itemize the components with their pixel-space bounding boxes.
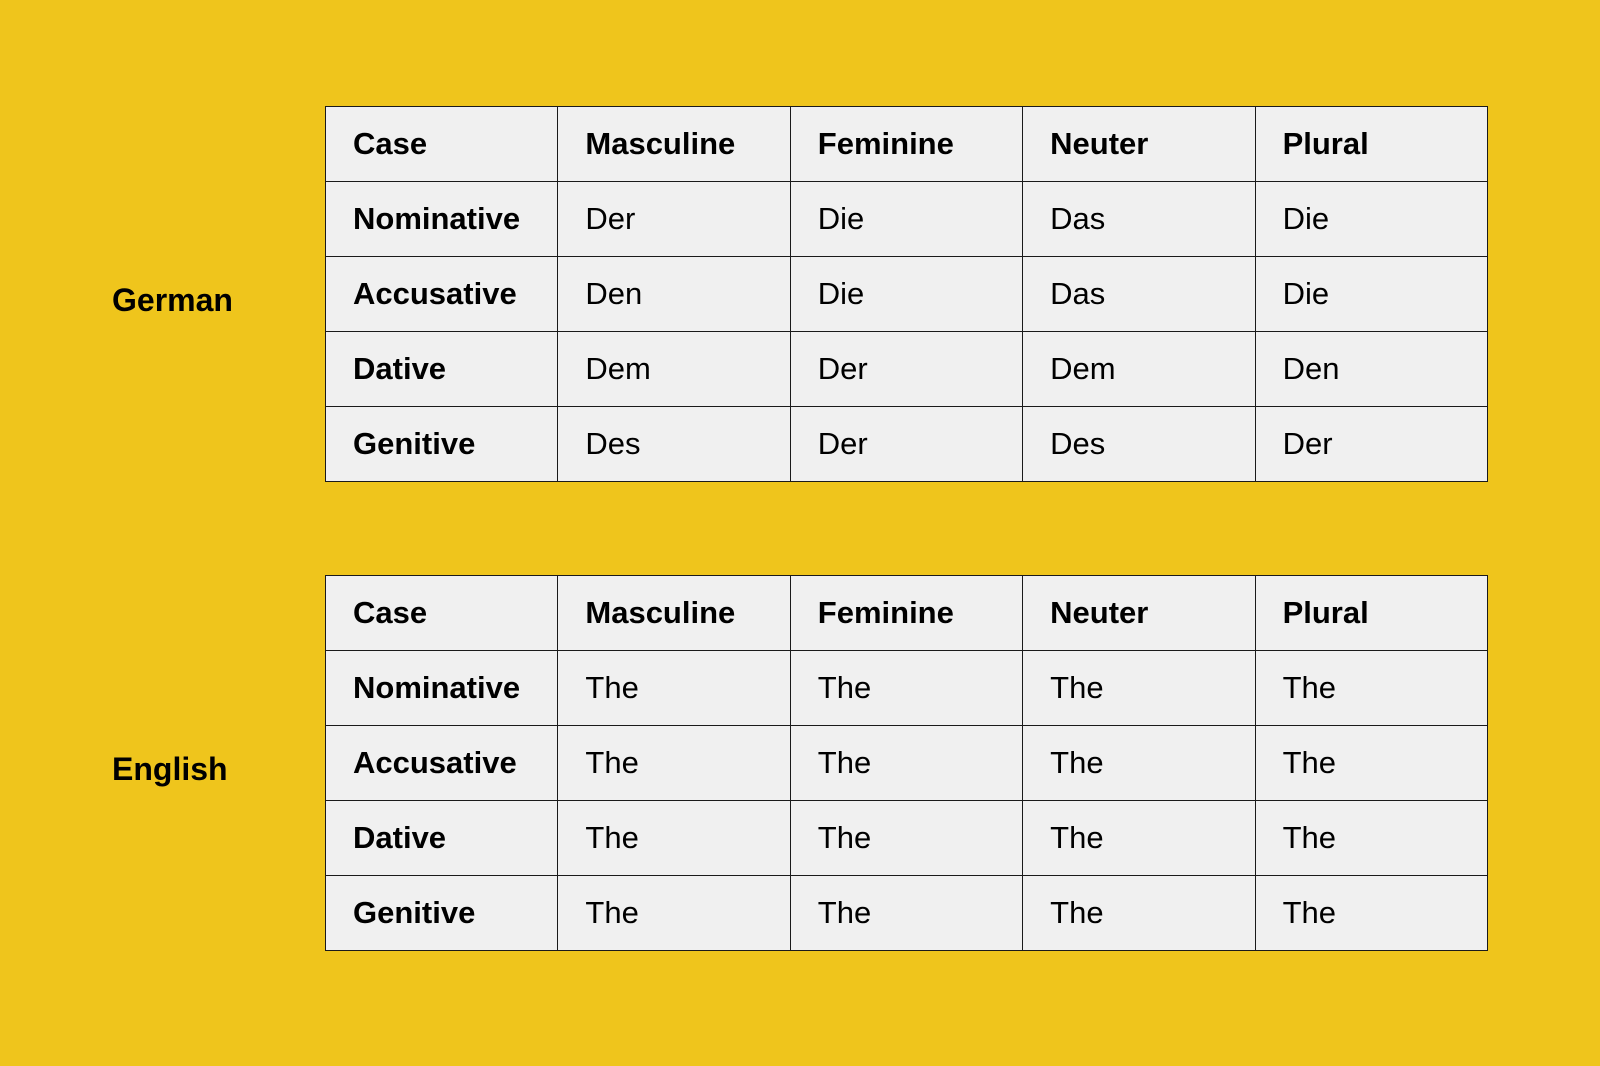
article-cell: Den <box>558 257 790 332</box>
header-feminine: Feminine <box>790 576 1022 651</box>
article-cell: The <box>790 801 1022 876</box>
article-cell: The <box>1023 651 1255 726</box>
article-cell: Dem <box>558 332 790 407</box>
case-name-cell: Nominative <box>326 651 558 726</box>
article-cell: Der <box>790 332 1022 407</box>
article-cell: The <box>558 726 790 801</box>
table-row <box>326 651 1488 726</box>
case-name-cell: Nominative <box>326 182 558 257</box>
article-cell: Des <box>558 407 790 482</box>
table-row <box>326 407 1488 482</box>
english-label: English <box>112 751 228 787</box>
article-cell: The <box>1255 876 1487 951</box>
german-label: German <box>112 282 233 318</box>
article-cell: Der <box>1255 407 1487 482</box>
article-cell: The <box>1255 726 1487 801</box>
header-plural: Plural <box>1255 107 1487 182</box>
table-row <box>326 801 1488 876</box>
header-neuter: Neuter <box>1023 107 1255 182</box>
article-cell: The <box>1023 876 1255 951</box>
header-case: Case <box>326 107 558 182</box>
english-articles-table <box>325 575 1488 951</box>
article-cell: The <box>790 876 1022 951</box>
table-row <box>326 726 1488 801</box>
case-name-cell: Accusative <box>326 726 558 801</box>
header-masculine: Masculine <box>558 576 790 651</box>
article-cell: Den <box>1255 332 1487 407</box>
german-articles-table <box>325 106 1488 482</box>
article-cell: The <box>1255 651 1487 726</box>
table-row <box>326 182 1488 257</box>
article-cell: The <box>790 651 1022 726</box>
article-cell: The <box>558 651 790 726</box>
header-case: Case <box>326 576 558 651</box>
article-cell: The <box>1023 726 1255 801</box>
article-cell: Das <box>1023 182 1255 257</box>
article-cell: Die <box>790 257 1022 332</box>
article-cell: Dem <box>1023 332 1255 407</box>
article-cell: The <box>1255 801 1487 876</box>
case-name-cell: Genitive <box>326 876 558 951</box>
table-row <box>326 332 1488 407</box>
case-name-cell: Dative <box>326 332 558 407</box>
table-header-row <box>326 576 1488 651</box>
case-name-cell: Dative <box>326 801 558 876</box>
article-cell: Des <box>1023 407 1255 482</box>
table-row <box>326 257 1488 332</box>
header-neuter: Neuter <box>1023 576 1255 651</box>
header-masculine: Masculine <box>558 107 790 182</box>
article-cell: Die <box>1255 182 1487 257</box>
article-cell: Der <box>558 182 790 257</box>
article-cell: Das <box>1023 257 1255 332</box>
article-cell: Die <box>790 182 1022 257</box>
case-name-cell: Accusative <box>326 257 558 332</box>
table-header-row <box>326 107 1488 182</box>
article-cell: Der <box>790 407 1022 482</box>
article-cell: The <box>558 801 790 876</box>
article-cell: The <box>1023 801 1255 876</box>
article-cell: Die <box>1255 257 1487 332</box>
article-cell: The <box>790 726 1022 801</box>
table-row <box>326 876 1488 951</box>
header-plural: Plural <box>1255 576 1487 651</box>
article-cell: The <box>558 876 790 951</box>
case-name-cell: Genitive <box>326 407 558 482</box>
header-feminine: Feminine <box>790 107 1022 182</box>
